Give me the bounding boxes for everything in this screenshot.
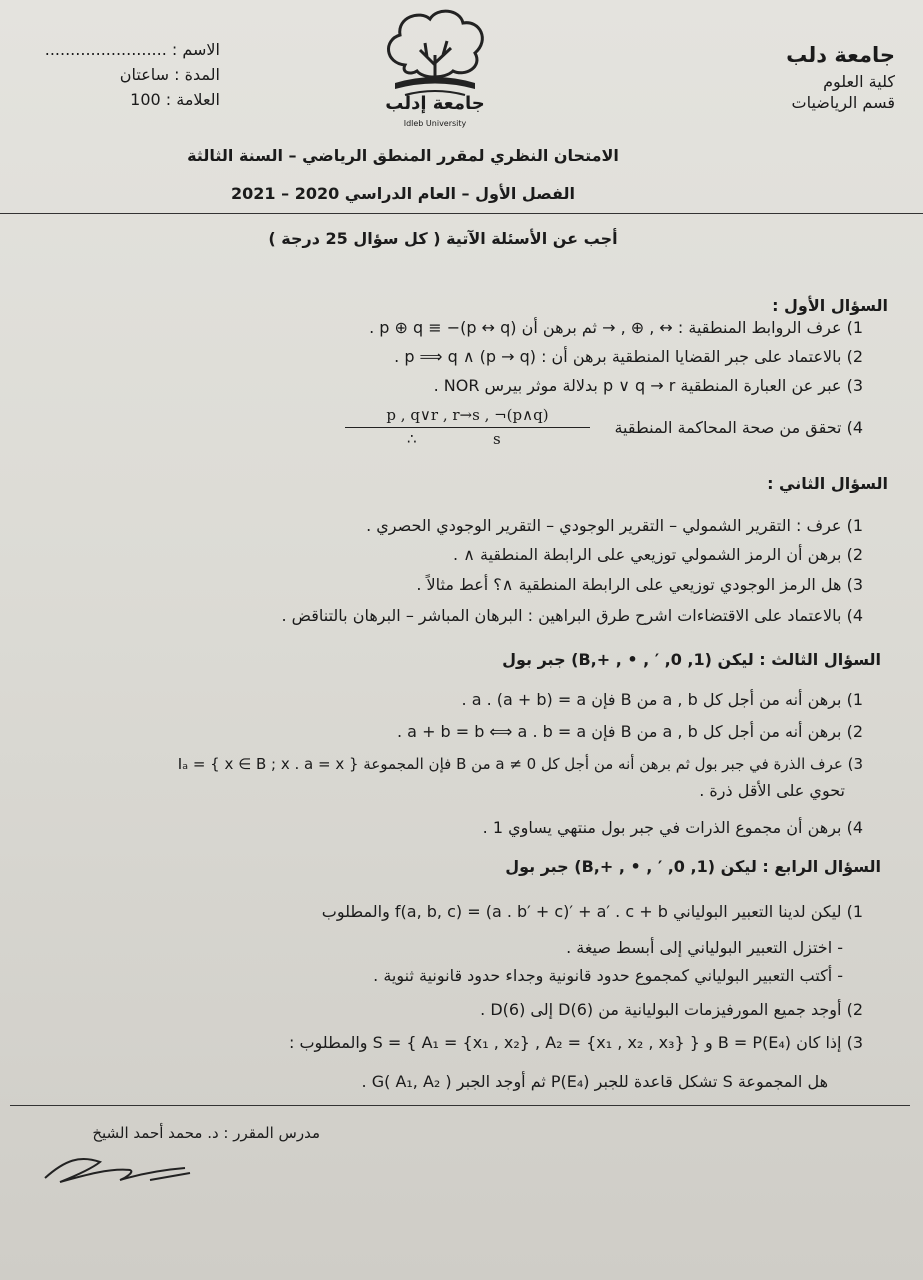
university-name: جامعة دلب	[786, 43, 895, 67]
q4-item-1b: - أكتب التعبير البولياني كمجموع حدود قانونية وجداء حدود قانونية ثنوية .	[373, 966, 843, 985]
signature-icon	[40, 1140, 210, 1190]
logo-text: جامعة إدلب	[385, 93, 485, 114]
teacher-name: مدرس المقرر : د. محمد أحمد الشيخ	[92, 1124, 320, 1142]
q2-item-2: 2) برهن أن الرمز الشمولي توزيعي على الرابطة المنطقية ∧ .	[453, 545, 863, 564]
student-info-block	[44, 40, 220, 109]
instructions: أجب عن الأسئلة الآتية ( كل سؤال 25 درجة )	[268, 229, 618, 248]
q2-item-1: 1) عرف : التقرير الشمولي – التقرير الوجودي – التقرير الوجودي الحصري .	[366, 516, 863, 535]
mark-label: العلامة : 100	[130, 90, 220, 109]
q1-argument	[345, 406, 590, 452]
department-name: قسم الرياضيات	[791, 93, 895, 113]
q2-item-3: 3) هل الرمز الوجودي توزيعي على الرابطة المنطقية ∧؟ أعط مثالاً .	[416, 575, 863, 594]
duration-label: المدة : ساعتان	[119, 65, 220, 84]
q1-title: السؤال الأول :	[772, 296, 888, 315]
q4-title: السؤال الرابع : ليكن (B,+ , • , ′ ,0 ,1) جبر بول	[505, 857, 881, 876]
q1-item-1: 1) عرف الروابط المنطقية : ↔ , ⊕ , → ثم برهن أن p ⊕ q ≡ −(p ↔ q) .	[369, 318, 863, 337]
university-block	[635, 42, 895, 112]
q3-item-3: 3) عرف الذرة في جبر بول ثم برهن أنه من أجل كل a ≠ 0 من B فإن المجموعة Iₐ = { x ∈ B ; x . a = x }	[177, 755, 863, 773]
q3-item-1: 1) برهن أنه من أجل كل a , b من B فإن a . (a + b) = a .	[461, 690, 863, 709]
q4-item-1a: - اختزل التعبير البولياني إلى أبسط صيغة .	[566, 938, 843, 957]
q1-item-2: 2) بالاعتماد على جبر القضايا المنطقية برهن أن : (p → q) ∧ p ⟹ q .	[394, 347, 863, 366]
argument-conclusion: s	[493, 430, 501, 448]
header-divider	[0, 213, 923, 214]
q1-item-4: 4) تحقق من صحة المحاكمة المنطقية	[614, 418, 863, 437]
q2-item-4: 4) بالاعتماد على الاقتضاءات اشرح طرق البراهين : البرهان المباشر – البرهان بالتناقض .	[281, 606, 863, 625]
footer-divider	[10, 1105, 910, 1106]
q4-item-1: 1) ليكن لدينا التعبير البولياني f(a, b, c) = (a . b′ + c)′ + a′ . c + b والمطلوب	[321, 902, 863, 921]
name-field-label: الاسم : ........................	[44, 40, 220, 59]
signature	[40, 1140, 210, 1194]
q4-item-3-cont: هل المجموعة S تشكل قاعدة للجبر P(E₄) ثم أوجد الجبر G( A₁, A₂ ) .	[361, 1072, 828, 1091]
q4-item-3: 3) إذا كان B = P(E₄) و S = { A₁ = {x₁ , x₂} , A₂ = {x₁ , x₂ , x₃} } والمطلوب :	[289, 1033, 863, 1052]
exam-title: الامتحان النظري لمقرر المنطق الرياضي – السنة الثالثة	[187, 146, 619, 165]
faculty-name: كلية العلوم	[823, 72, 895, 92]
q3-title: السؤال الثالث : ليكن (B,+ , • , ′ ,0 ,1) جبر بول	[502, 650, 881, 669]
q1-item-3: 3) عبر عن العبارة المنطقية p ∨ q → r بدلالة موثر بيرس NOR .	[433, 376, 863, 395]
logo-subtext: Idleb University	[403, 119, 467, 128]
q3-item-2: 2) برهن أنه من أجل كل a , b من B فإن a + b = b ⟺ a . b = a .	[397, 722, 863, 741]
university-logo	[365, 5, 505, 133]
exam-term: الفصل الأول – العام الدراسي 2020 – 2021	[231, 184, 575, 203]
q2-title: السؤال الثاني :	[767, 474, 888, 493]
therefore-symbol: ∴	[407, 430, 417, 448]
argument-premises: p , q∨r , r→s , ¬(p∧q)	[345, 406, 590, 428]
q3-item-3-cont: تحوي على الأقل ذرة .	[699, 781, 845, 800]
q3-item-4: 4) برهن أن مجموع الذرات في جبر بول منتهي يساوي 1 .	[482, 818, 863, 837]
q4-item-2: 2) أوجد جميع المورفيزمات البوليانية من D(6) إلى D(6) .	[480, 1000, 863, 1019]
